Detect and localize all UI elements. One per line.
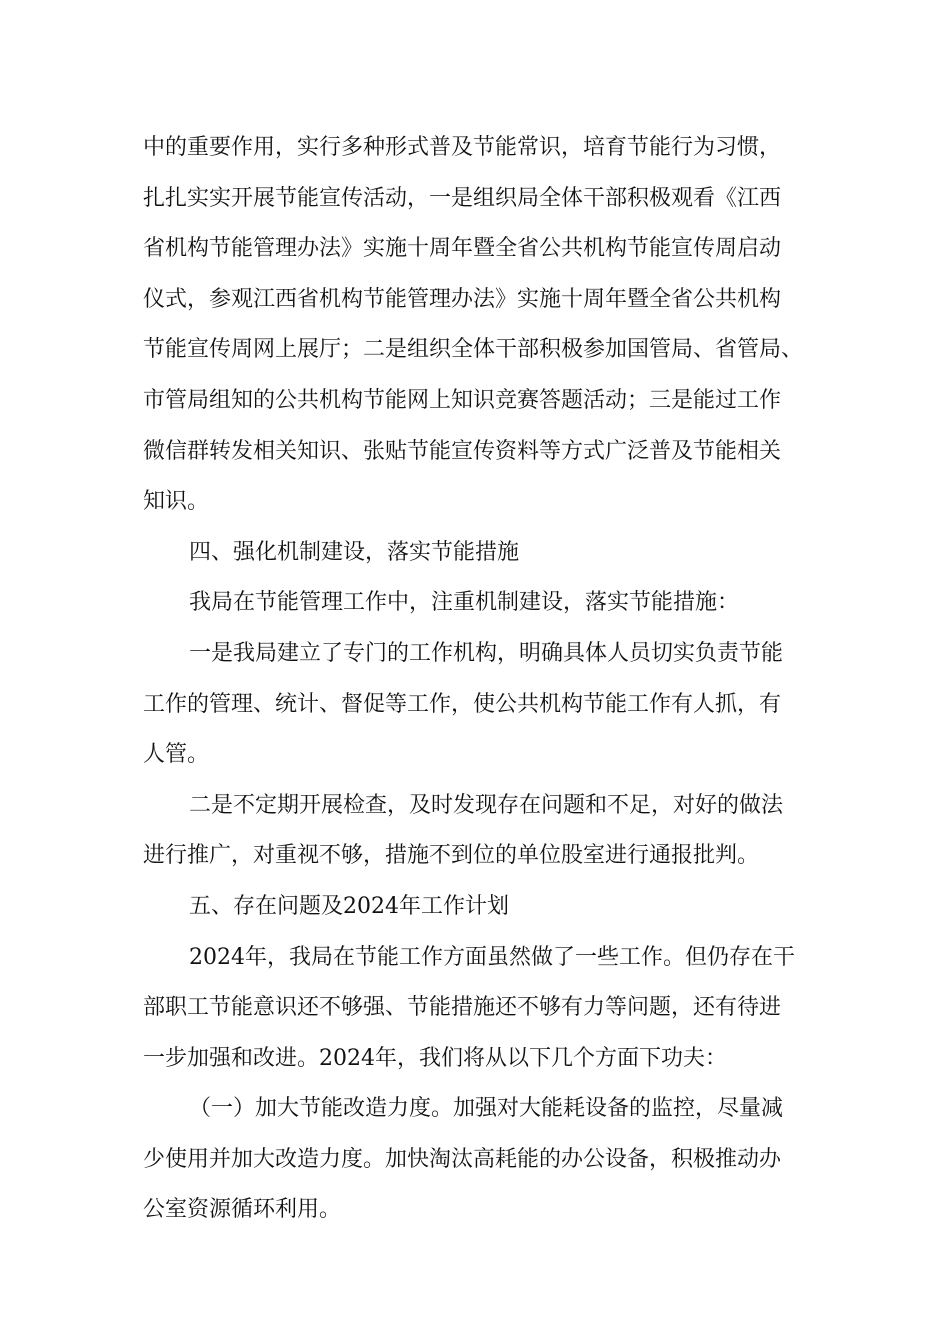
text-line: 中的重要作用，实行多种形式普及节能常识，培育节能行为习惯， [143, 135, 782, 160]
text-line: 微信群转发相关知识、张贴节能宣传资料等方式广泛普及节能相关 [143, 438, 782, 464]
text-line: 市管局组知的公共机构节能网上知识竞赛答题活动；三是能过工作 [143, 387, 782, 413]
section-heading-4: 四、强化机制建设，落实节能措施 [189, 539, 520, 565]
text-line: 一是我局建立了专门的工作机构，明确具体人员切实负责节能 [189, 640, 784, 666]
text-line: 省机构节能管理办法》实施十周年暨全省公共机构节能宣传周启动 [143, 236, 782, 262]
text-line: 扎扎实实开展节能宣传活动，一是组织局全体干部积极观看《江西 [143, 185, 782, 211]
document-body [143, 123, 808, 1236]
text-line: 仪式，参观江西省机构节能管理办法》实施十周年暨全省公共机构 [143, 286, 782, 312]
text-line: （一）加大节能改造力度。加强对大能耗设备的监控，尽量减 [189, 1096, 784, 1122]
text-line: 2024年，我局在节能工作方面虽然做了一些工作。但仍存在干 [189, 944, 795, 970]
text-line: 工作的管理、统计、督促等工作，使公共机构节能工作有人抓，有 [143, 691, 782, 717]
text-line: 一步加强和改进。2024年，我们将从以下几个方面下功夫： [143, 1045, 727, 1071]
text-line: 节能宣传周网上展厅；二是组织全体干部积极参加国管局、省管局、 [143, 337, 804, 363]
text-line: 二是不定期开展检查，及时发现存在问题和不足，对好的做法 [189, 792, 784, 818]
text-line: 进行推广，对重视不够，措施不到位的单位股室进行通报批判。 [143, 843, 760, 869]
text-line: 人管。 [143, 742, 210, 768]
section-heading-5: 五、存在问题及2024年工作计划 [189, 893, 509, 919]
text-line: 部职工节能意识还不够强、节能措施还不够有力等问题，还有待进 [143, 995, 782, 1021]
text-line: 少使用并加大改造力度。加快淘汰高耗能的办公设备，积极推动办 [143, 1146, 782, 1172]
text-line: 知识。 [143, 489, 210, 515]
text-line: 公室资源循环利用。 [143, 1197, 342, 1223]
text-line: 我局在节能管理工作中，注重机制建设，落实节能措施： [189, 590, 740, 616]
